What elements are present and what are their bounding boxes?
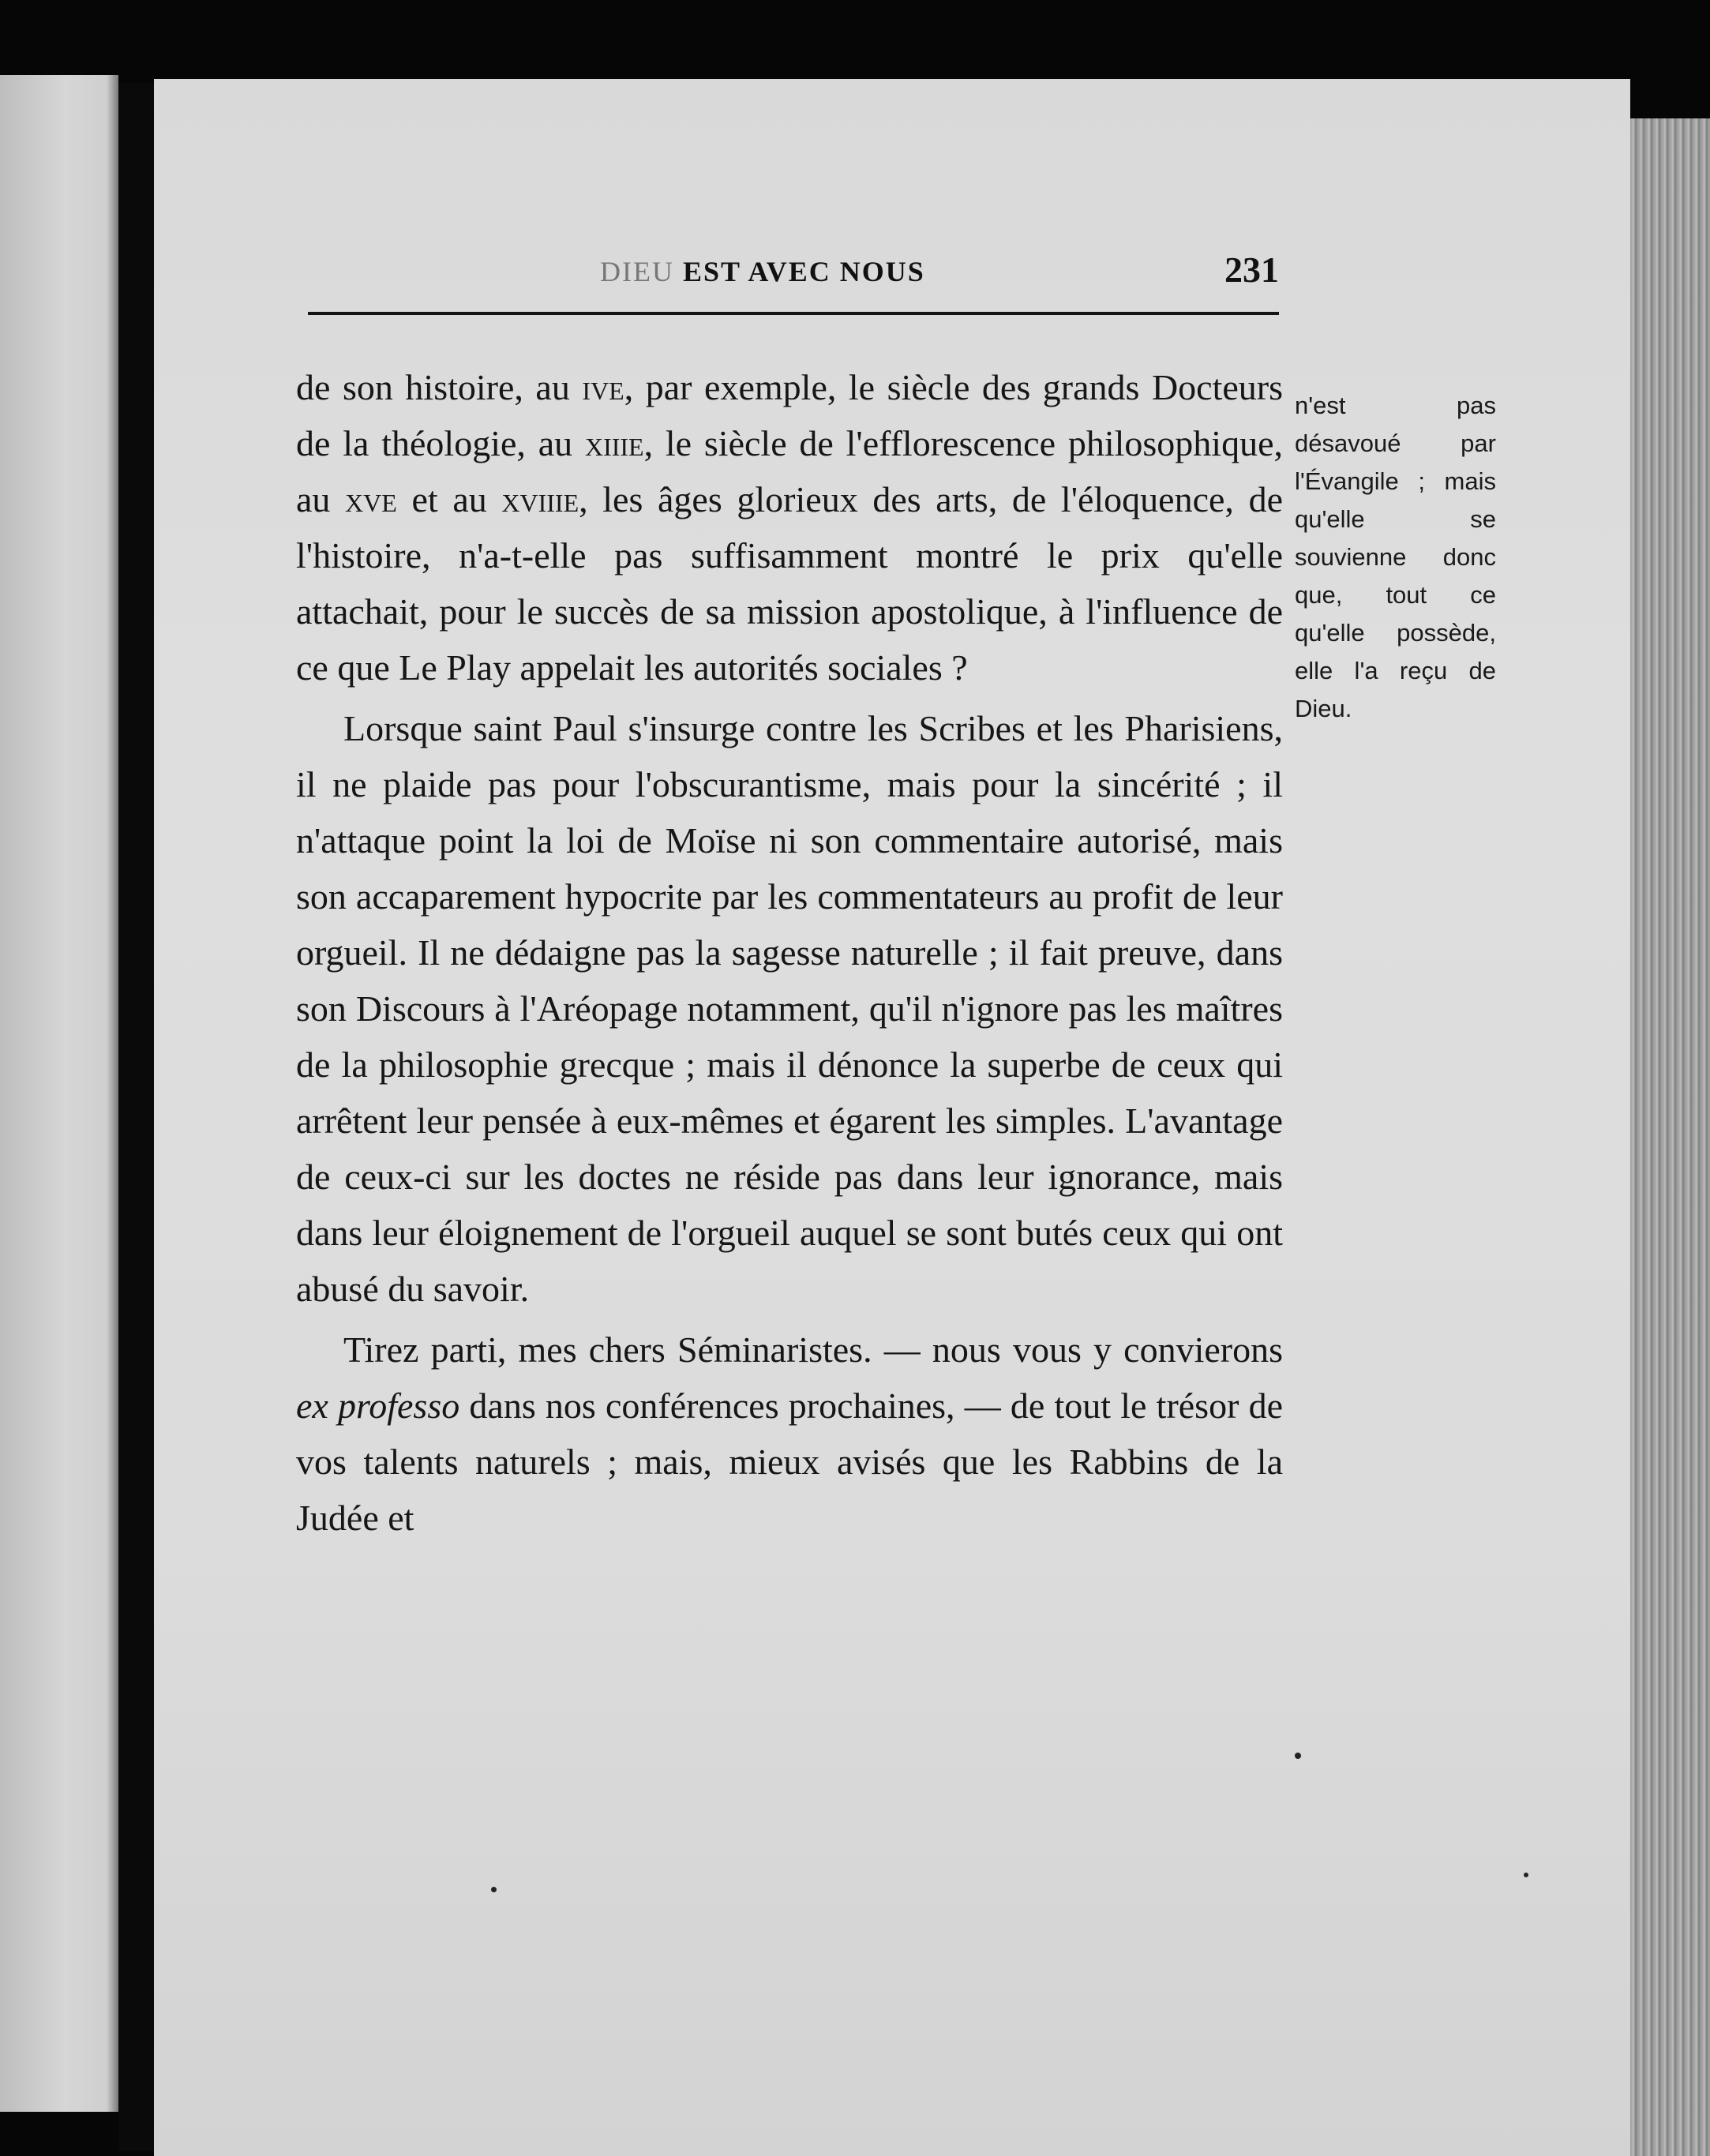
running-title-faded: DIEU [600,256,674,287]
paragraph-1-text: , le siècle de l'efflorescence philosophique, au [296,423,1283,519]
print-speck [1295,1753,1301,1759]
body-text [296,359,1283,1550]
paragraph-1-text: de son histoire, au [296,367,583,407]
paragraph-3-text: dans nos conférences prochaines, — de tout le trésor de vos talents naturels ; mais, mieux avisés que les Rabbins de la Judée et [296,1385,1284,1538]
paragraph-1-text: , par exemple, le siècle des grands Docteurs de la théologie, au [296,367,1284,463]
left-page-edge [0,75,118,2112]
page-number: 231 [1224,249,1279,290]
book-gutter [118,83,154,2151]
running-header [308,249,1279,296]
running-title-text: EST AVEC NOUS [682,256,925,287]
century-iv: ive [582,367,624,407]
print-speck [491,1887,497,1892]
century-xiii: xiiie [584,423,644,463]
print-speck [1524,1873,1528,1877]
paragraph-1-text: , les âges glorieux des arts, de l'éloquence, de l'histoire, n'a-t-elle pas suffisamment montré le prix qu'elle attachait, pour le succès de sa mission apostolique, à l'influence de ce que Le Play appelait les autorités sociales ? [296,479,1283,688]
latin-phrase: ex professo [296,1385,460,1426]
marginal-note: n'est pas désavoué par l'Évangile ; mais qu'elle se souvienne donc que, tout ce qu'elle possède, elle l'a reçu de Dieu. [1295,392,1496,722]
century-xv: xve [345,479,397,519]
paragraph-3-text: Tirez parti, mes chers Séminaristes. — nous vous y convierons [343,1329,1283,1370]
paragraph-3 [296,1322,1283,1546]
header-rule [308,312,1279,315]
century-xviii: xviiie [501,479,579,519]
running-title [600,255,925,288]
right-page-edges [1630,118,1710,2156]
paragraph-2: Lorsque saint Paul s'insurge contre les Scribes et les Pharisiens, il ne plaide pas pour l'obscurantisme, mais pour la sincérité ; il n'attaque point la loi de Moïse ni son commentaire autorisé, mais son accaparement hypocrite par les commentateurs au profit de leur orgueil. Il ne dédaigne pas la sagesse naturelle ; il fait preuve, dans son Discours à l'Aréopage notamment, qu'il n'ignore pas les maîtres de la philosophie grecque ; mais il dénonce la superbe de ceux qui arrêtent leur pensée à eux-mêmes et égarent les simples. L'avantage de ceux-ci sur les doctes ne réside pas dans leur ignorance, mais dans leur éloignement de l'orgueil auquel se sont butés ceux qui ont abusé du savoir. [296,708,1283,1309]
paragraph-1 [296,359,1283,696]
paragraph-1-text: et au [396,479,502,519]
